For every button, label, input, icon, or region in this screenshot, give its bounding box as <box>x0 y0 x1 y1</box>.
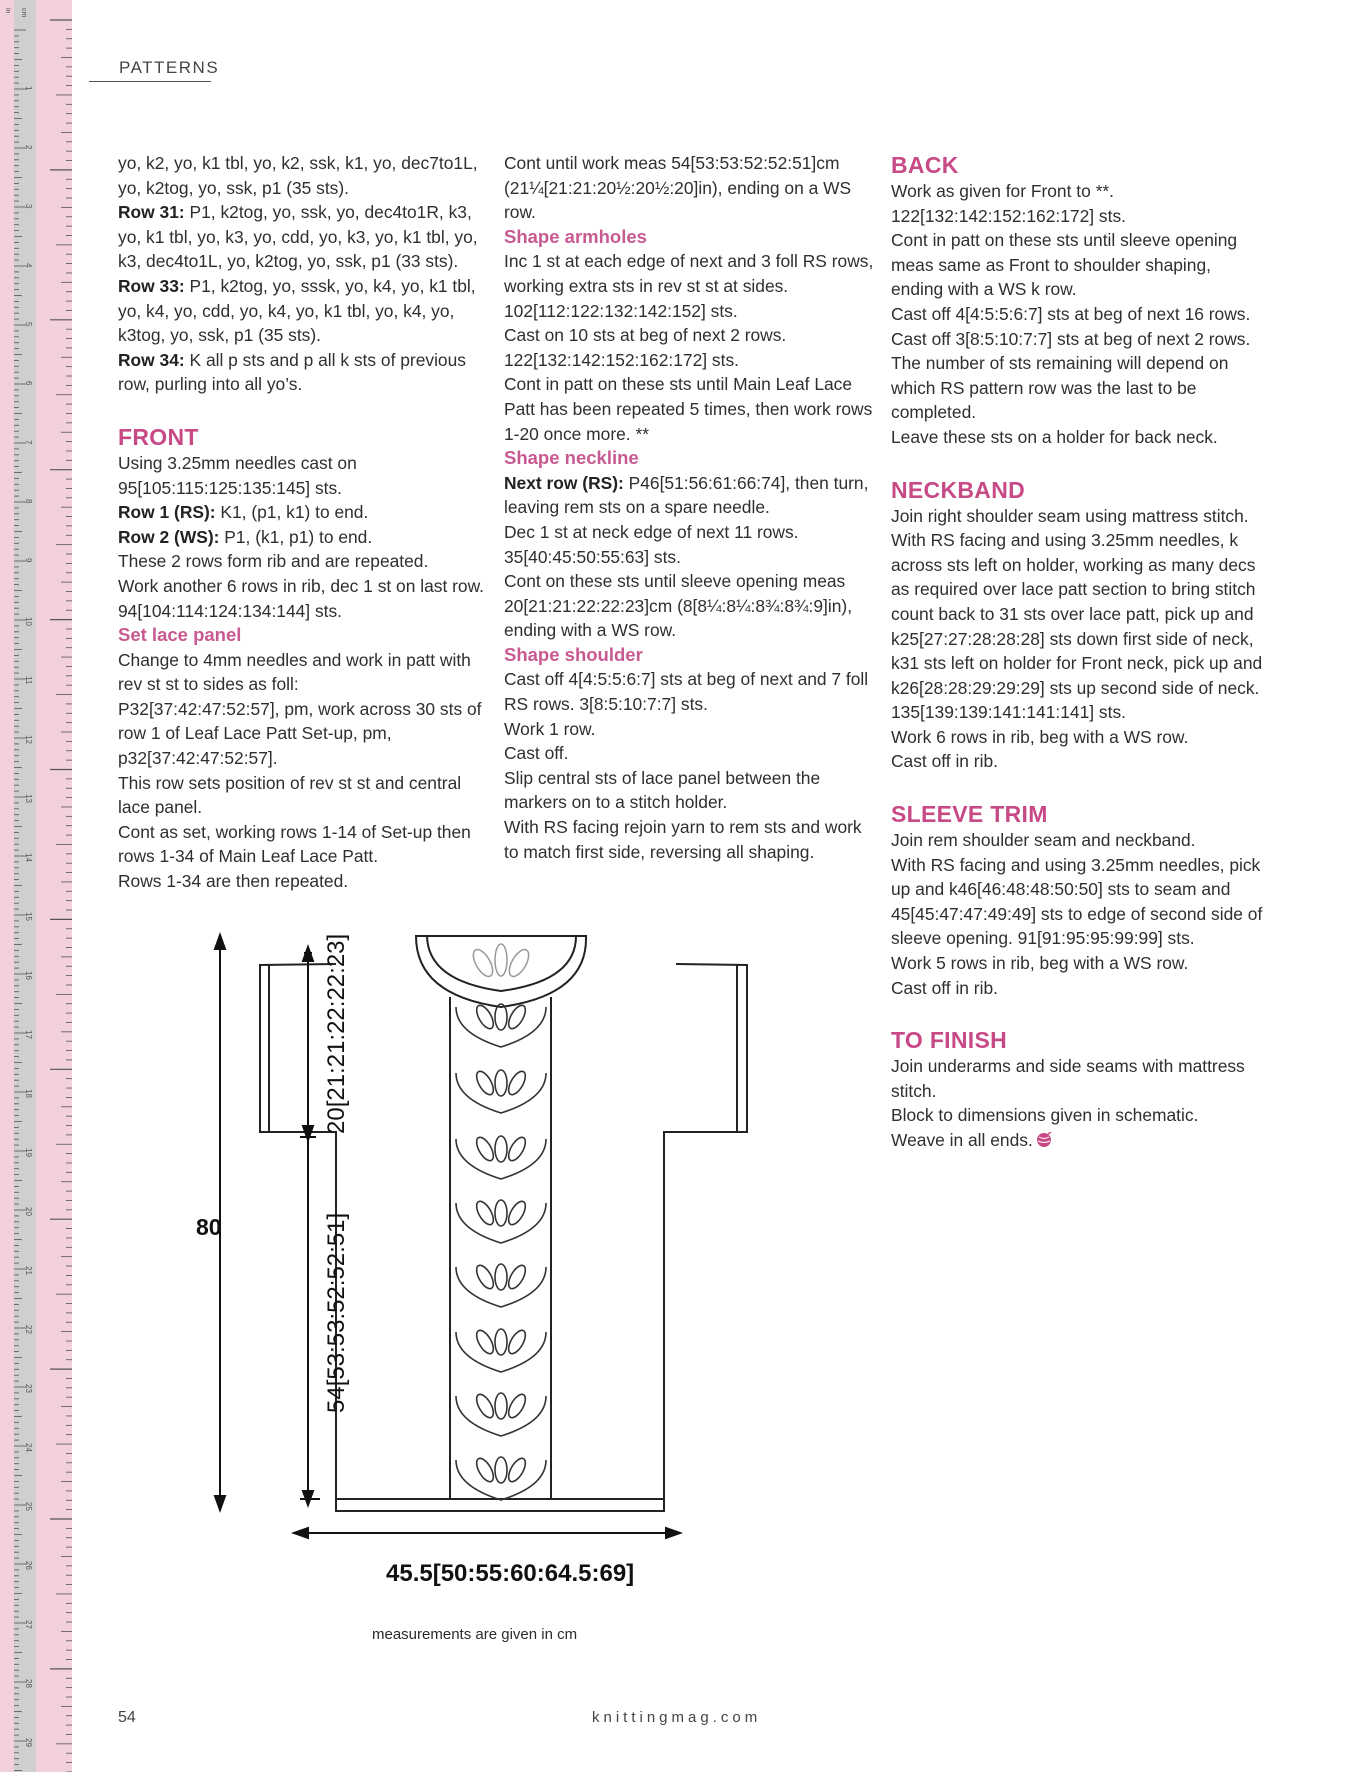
svg-text:6: 6 <box>24 381 33 386</box>
leaf-chevron <box>456 1073 546 1113</box>
next-row-instruction: Next row (RS): P46[51:56:61:66:74], then turn, leaving rem sts on a spare needle. <box>504 472 869 518</box>
paragraph: Cont in patt on these sts until sleeve opening meas same as Front to shoulder shaping, ending with a WS k row. <box>891 230 1238 300</box>
leaf-shape <box>473 1003 496 1032</box>
text-column-2 <box>504 151 876 864</box>
paragraph: Cast off 3[8:5:10:7:7] sts at beg of next 2 rows. <box>891 328 1251 349</box>
svg-text:9: 9 <box>24 558 33 563</box>
paragraph: Work 5 rows in rib, beg with a WS row. <box>891 953 1189 974</box>
paragraph: Cast off in rib. <box>891 751 998 772</box>
leaf-chevron <box>456 1139 546 1179</box>
paragraph: Slip central sts of lace panel between the markers on to a stitch holder. <box>504 767 821 813</box>
section-title-front: FRONT <box>118 423 199 450</box>
subheading-shape-armholes: Shape armholes <box>504 225 647 247</box>
paragraph: Inc 1 st at each edge of next and 3 foll RS rows, working extra sts in rev st st at sides. 102[112:122:132:142:152] sts. <box>504 251 874 321</box>
paragraph: Cast off in rib. <box>891 977 998 998</box>
row-33-instruction: Row 33: P1, k2tog, yo, sssk, yo, k4, yo, k1 tbl, yo, k4, yo, cdd, yo, k4, yo, k1 tbl, yo, k4, yo, k3tog, yo, ssk, p1 (35 sts). <box>118 275 476 346</box>
svg-text:29: 29 <box>24 1738 33 1747</box>
subheading-shape-shoulder: Shape shoulder <box>504 643 643 665</box>
leaf-shape <box>505 1392 528 1421</box>
neckband <box>416 936 586 1007</box>
section-title-to-finish: TO FINISH <box>891 1027 1008 1054</box>
subheading-set-lace-panel: Set lace panel <box>118 624 242 646</box>
paragraph: The number of sts remaining will depend on which RS pattern row was the last to be completed. <box>891 353 1229 423</box>
leaf-chevron <box>456 1267 546 1307</box>
paragraph: Work as given for Front to **. 122[132:142:152:162:172] sts. <box>891 181 1126 226</box>
paragraph: Cont on these sts until sleeve opening meas 20[21:21:22:22:23]cm (8[8¼:8¼:8¾:8¾:9]in), ending with a WS row. <box>504 571 853 641</box>
leaf-shape <box>495 1200 507 1226</box>
total-length-label: 80 <box>196 1214 222 1240</box>
section-title-neckband: NECKBAND <box>891 476 1026 503</box>
ruler-ticks <box>0 0 72 1772</box>
paragraph: Work 1 row. <box>504 718 596 739</box>
paragraph: Cast off 4[4:5:5:6:7] sts at beg of next and 7 foll RS rows. 3[8:5:10:7:7] sts. <box>504 669 869 715</box>
section-title-back: BACK <box>891 152 959 178</box>
paragraph: Leave these sts on a holder for back neck. <box>891 426 1218 447</box>
neck-leaf-motif <box>469 944 532 979</box>
leaf-shape <box>473 1263 496 1292</box>
paragraph: With RS facing and using 3.25mm needles, pick up and k46[46:48:48:50:50] sts to seam and 45[45:47:47:49:49] sts to edge of second side of sleeve opening. 91[91:95:95:99:99] sts. <box>891 854 1263 949</box>
leaf-shape <box>495 1070 507 1096</box>
leaf-shape <box>505 1069 528 1098</box>
paragraph: Work 6 rows in rib, beg with a WS row. <box>891 726 1189 747</box>
paragraph: Join underarms and side seams with mattress stitch. <box>891 1056 1245 1101</box>
width-label: 45.5[50:55:60:64.5:69] <box>386 1560 635 1587</box>
paragraph: Block to dimensions given in schematic. <box>891 1105 1199 1126</box>
svg-text:13: 13 <box>24 794 33 803</box>
paragraph: Cast off 4[4:5:5:6:7] sts at beg of next 16 rows. <box>891 303 1251 324</box>
yarn-ball-end-icon <box>1036 1132 1052 1148</box>
svg-text:3: 3 <box>24 204 33 209</box>
leaf-shape <box>495 1329 507 1355</box>
leaf-shape <box>495 1393 507 1419</box>
schematic-caption: measurements are given in cm <box>372 1626 578 1643</box>
garment-schematic <box>190 925 790 1625</box>
svg-text:26: 26 <box>24 1561 33 1570</box>
text-column-1 <box>118 151 490 894</box>
paragraph: Rows 1-34 are then repeated. <box>118 871 349 892</box>
leaf-shape <box>473 1135 496 1164</box>
svg-text:14: 14 <box>24 853 33 862</box>
paragraph: Join rem shoulder seam and neckband. <box>891 830 1196 851</box>
svg-text:21: 21 <box>24 1266 33 1275</box>
leaf-shape <box>495 1264 507 1290</box>
paragraph: Work another 6 rows in rib, dec 1 st on last row. 94[104:114:124:134:144] sts. <box>118 575 485 621</box>
leaf-shape <box>505 1456 528 1485</box>
leaf-shape <box>505 1135 528 1164</box>
row-31-instruction: Row 31: P1, k2tog, yo, ssk, yo, dec4to1R, k3, yo, k1 tbl, yo, k3, yo, cdd, yo, k3, yo, k1 tbl, yo, k3, dec4to1L, yo, k2tog, yo, ssk, p1 (33 sts). <box>118 202 478 272</box>
row-2-instruction: Row 2 (WS): P1, (k1, p1) to end. <box>118 526 373 547</box>
leaf-shape <box>505 1328 528 1357</box>
section-header <box>89 56 220 82</box>
leaf-shape <box>505 1199 528 1228</box>
paragraph: With RS facing rejoin yarn to rem sts and work to match first side, reversing all shaping. <box>504 817 862 862</box>
paragraph: P32[37:42:47:52:57], pm, work across 30 sts of row 1 of Leaf Lace Patt Set-up, pm, p32[37:42:47:52:57]. <box>118 698 482 769</box>
svg-text:19: 19 <box>24 1148 33 1157</box>
leaf-shape <box>473 1328 496 1357</box>
svg-text:11: 11 <box>24 676 33 685</box>
paragraph: Join right shoulder seam using mattress stitch. <box>891 505 1249 526</box>
leaf-shape <box>495 1136 507 1162</box>
svg-text:10: 10 <box>24 617 33 626</box>
paragraph: Cast on 10 sts at beg of next 2 rows. 122[132:142:152:162:172] sts. <box>504 325 787 370</box>
svg-text:4: 4 <box>24 263 33 268</box>
text-column-3 <box>891 151 1263 1153</box>
paragraph: Change to 4mm needles and work in patt with rev st st to sides as foll: <box>118 649 471 695</box>
svg-text:in: in <box>4 8 11 14</box>
armhole-depth-label: 20[21:21:22:22:23] <box>323 933 350 1134</box>
svg-text:17: 17 <box>24 1030 33 1039</box>
svg-text:16: 16 <box>24 971 33 980</box>
paragraph: This row sets position of rev st st and central lace panel. <box>118 772 462 818</box>
footer-url: knittingmag.com <box>592 1709 762 1726</box>
paragraph: Cont as set, working rows 1-14 of Set-up then rows 1-34 of Main Leaf Lace Patt. <box>118 821 471 867</box>
subheading-shape-neckline: Shape neckline <box>504 447 639 469</box>
svg-text:20: 20 <box>24 1207 33 1216</box>
leaf-shape <box>473 1456 496 1485</box>
measuring-ruler <box>0 0 72 1772</box>
svg-text:23: 23 <box>24 1384 33 1393</box>
svg-text:22: 22 <box>24 1325 33 1334</box>
page-number: 54 <box>118 1709 136 1726</box>
header-text: PATTERNS <box>119 58 220 77</box>
lace-panel <box>450 997 551 1499</box>
svg-text:28: 28 <box>24 1679 33 1688</box>
svg-text:15: 15 <box>24 912 33 921</box>
leaf-shape <box>505 1003 528 1032</box>
leaf-chevron <box>456 1332 546 1372</box>
paragraph: Cont in patt on these sts until Main Leaf Lace Patt has been repeated 5 times, then work rows 1-20 once more. ** <box>504 374 873 444</box>
paragraph: Weave in all ends. <box>891 1128 1263 1153</box>
leaf-motifs <box>456 1003 546 1500</box>
leaf-shape <box>505 1263 528 1292</box>
paragraph: Cont until work meas 54[53:53:52:52:51]cm (21¼[21:21:20½:20½:20]in), ending on a WS row. <box>504 153 852 223</box>
paragraph: Cast off. <box>504 743 569 764</box>
paragraph: Using 3.25mm needles cast on 95[105:115:125:135:145] sts. <box>118 452 357 498</box>
leaf-chevron <box>456 1396 546 1436</box>
svg-text:cm: cm <box>20 8 27 18</box>
leaf-chevron <box>456 1007 546 1047</box>
svg-text:1: 1 <box>24 86 33 91</box>
paragraph: Dec 1 st at neck edge of next 11 rows. 35[40:45:50:55:63] sts. <box>504 521 799 567</box>
svg-text:5: 5 <box>24 322 33 327</box>
svg-text:2: 2 <box>24 145 33 150</box>
svg-text:8: 8 <box>24 499 33 504</box>
svg-text:27: 27 <box>24 1620 33 1629</box>
leaf-chevron <box>456 1203 546 1243</box>
paragraph: With RS facing and using 3.25mm needles, k across sts left on holder, working as many decs as required over lace patt section to bring stitch count back to 31 sts over lace patt, pick up and k25[27:27:28:28:28] sts down first side of neck, k31 sts left on holder for Front neck, pick up and k26[28:28:29:29:29] sts up second side of neck. 135[139:139:141:141:141] sts. <box>891 530 1263 723</box>
leaf-chevron <box>456 1460 546 1500</box>
paragraph: yo, k2, yo, k1 tbl, yo, k2, ssk, k1, yo, dec7to1L, yo, k2tog, yo, ssk, p1 (35 sts). <box>118 153 478 198</box>
svg-text:24: 24 <box>24 1443 33 1452</box>
svg-text:7: 7 <box>24 440 33 445</box>
paragraph: These 2 rows form rib and are repeated. <box>118 551 429 572</box>
body-length-label: 54[53:53:52:52:51] <box>323 1212 350 1413</box>
leaf-shape <box>473 1392 496 1421</box>
svg-text:12: 12 <box>24 735 33 744</box>
svg-text:18: 18 <box>24 1089 33 1098</box>
row-34-instruction: Row 34: K all p sts and p all k sts of previous row, purling into all yo’s. <box>118 349 466 395</box>
dimension-arrows <box>215 935 680 1538</box>
leaf-shape <box>473 1199 496 1228</box>
leaf-shape <box>473 1069 496 1098</box>
leaf-shape <box>495 1457 507 1483</box>
row-1-instruction: Row 1 (RS): K1, (p1, k1) to end. <box>118 502 369 523</box>
section-title-sleeve-trim: SLEEVE TRIM <box>891 801 1048 828</box>
svg-text:25: 25 <box>24 1502 33 1511</box>
